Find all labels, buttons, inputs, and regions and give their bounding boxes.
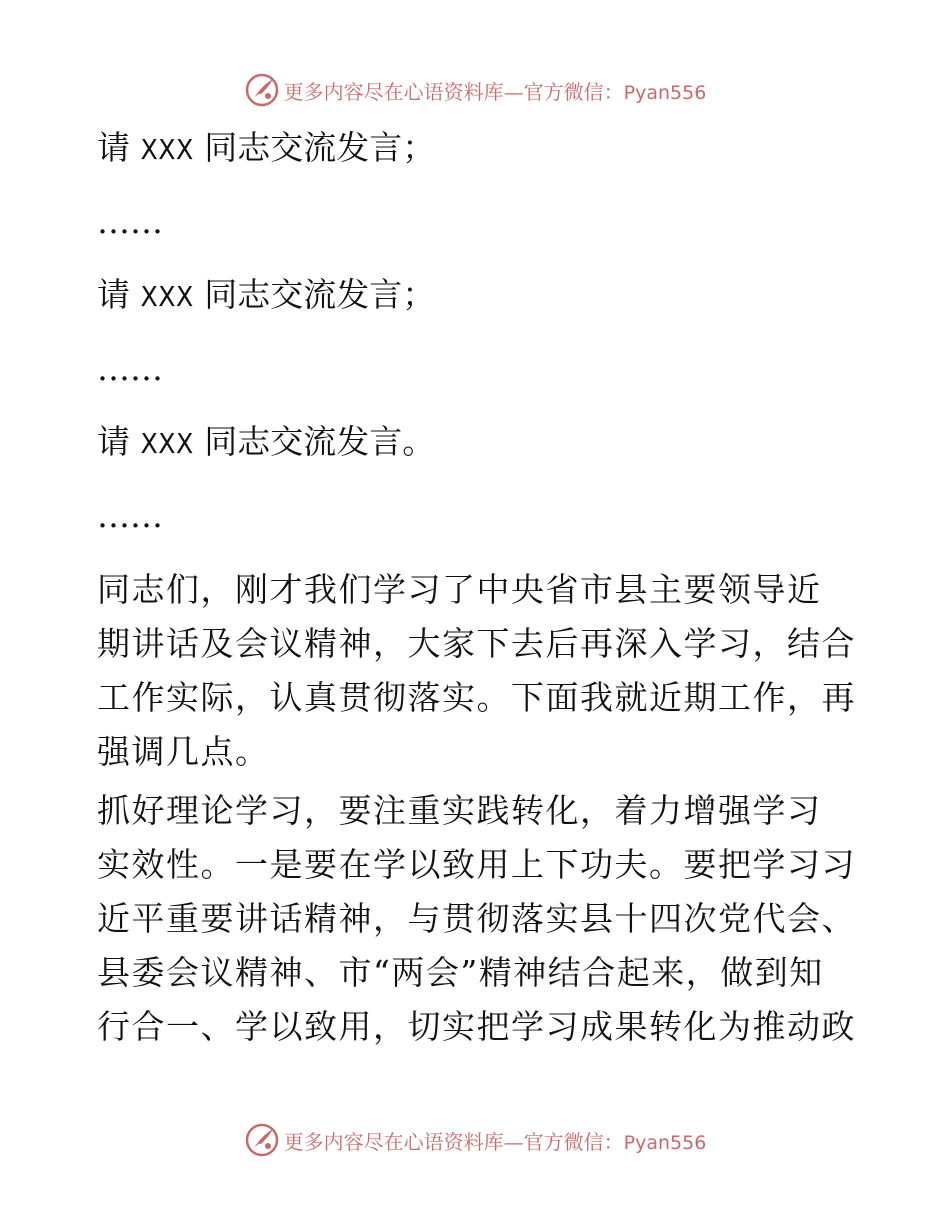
paragraph-line: 近平重要讲话精神，与贯彻落实县十四次党代会、	[97, 899, 856, 938]
banner-text: 更多内容尽在心语资料库—官方微信：Pyan556	[283, 1129, 707, 1154]
footer-banner	[0, 1120, 950, 1160]
header-banner	[0, 70, 950, 110]
quill-pen-icon	[244, 72, 280, 108]
paragraph-theory-study	[97, 784, 856, 1054]
paragraph-summary	[97, 563, 856, 779]
paragraph-line: 实效性。一是要在学以致用上下功夫。要把学习习	[97, 845, 856, 884]
wechat-id: Pyan556	[623, 81, 707, 104]
speaker-line-3: 请 XXX 同志交流发言。	[97, 422, 436, 461]
paragraph-line: 工作实际，认真贯彻落实。下面我就近期工作，再	[97, 678, 856, 717]
paragraph-line: 期讲话及会议精神，大家下去后再深入学习，结合	[97, 624, 856, 663]
paragraph-line: 县委会议精神、市“两会”精神结合起来，做到知	[97, 953, 824, 992]
speaker-line-1: 请 XXX 同志交流发言；	[97, 128, 436, 167]
speaker-line-2: 请 XXX 同志交流发言；	[97, 275, 436, 314]
ellipsis-line-2: ……	[97, 349, 163, 388]
paragraph-line: 抓好理论学习，要注重实践转化，着力增强学习	[97, 791, 822, 830]
paragraph-line: 同志们，刚才我们学习了中央省市县主要领导近	[97, 570, 822, 609]
quill-pen-icon	[244, 1122, 280, 1158]
ellipsis-line-3: ……	[97, 496, 163, 535]
paragraph-line: 强调几点。	[97, 732, 270, 771]
paragraph-line: 行合一、学以致用，切实把学习成果转化为推动政	[97, 1007, 856, 1046]
ellipsis-line-1: ……	[97, 202, 163, 241]
banner-text: 更多内容尽在心语资料库—官方微信：Pyan556	[283, 79, 707, 104]
wechat-id: Pyan556	[623, 1131, 707, 1154]
